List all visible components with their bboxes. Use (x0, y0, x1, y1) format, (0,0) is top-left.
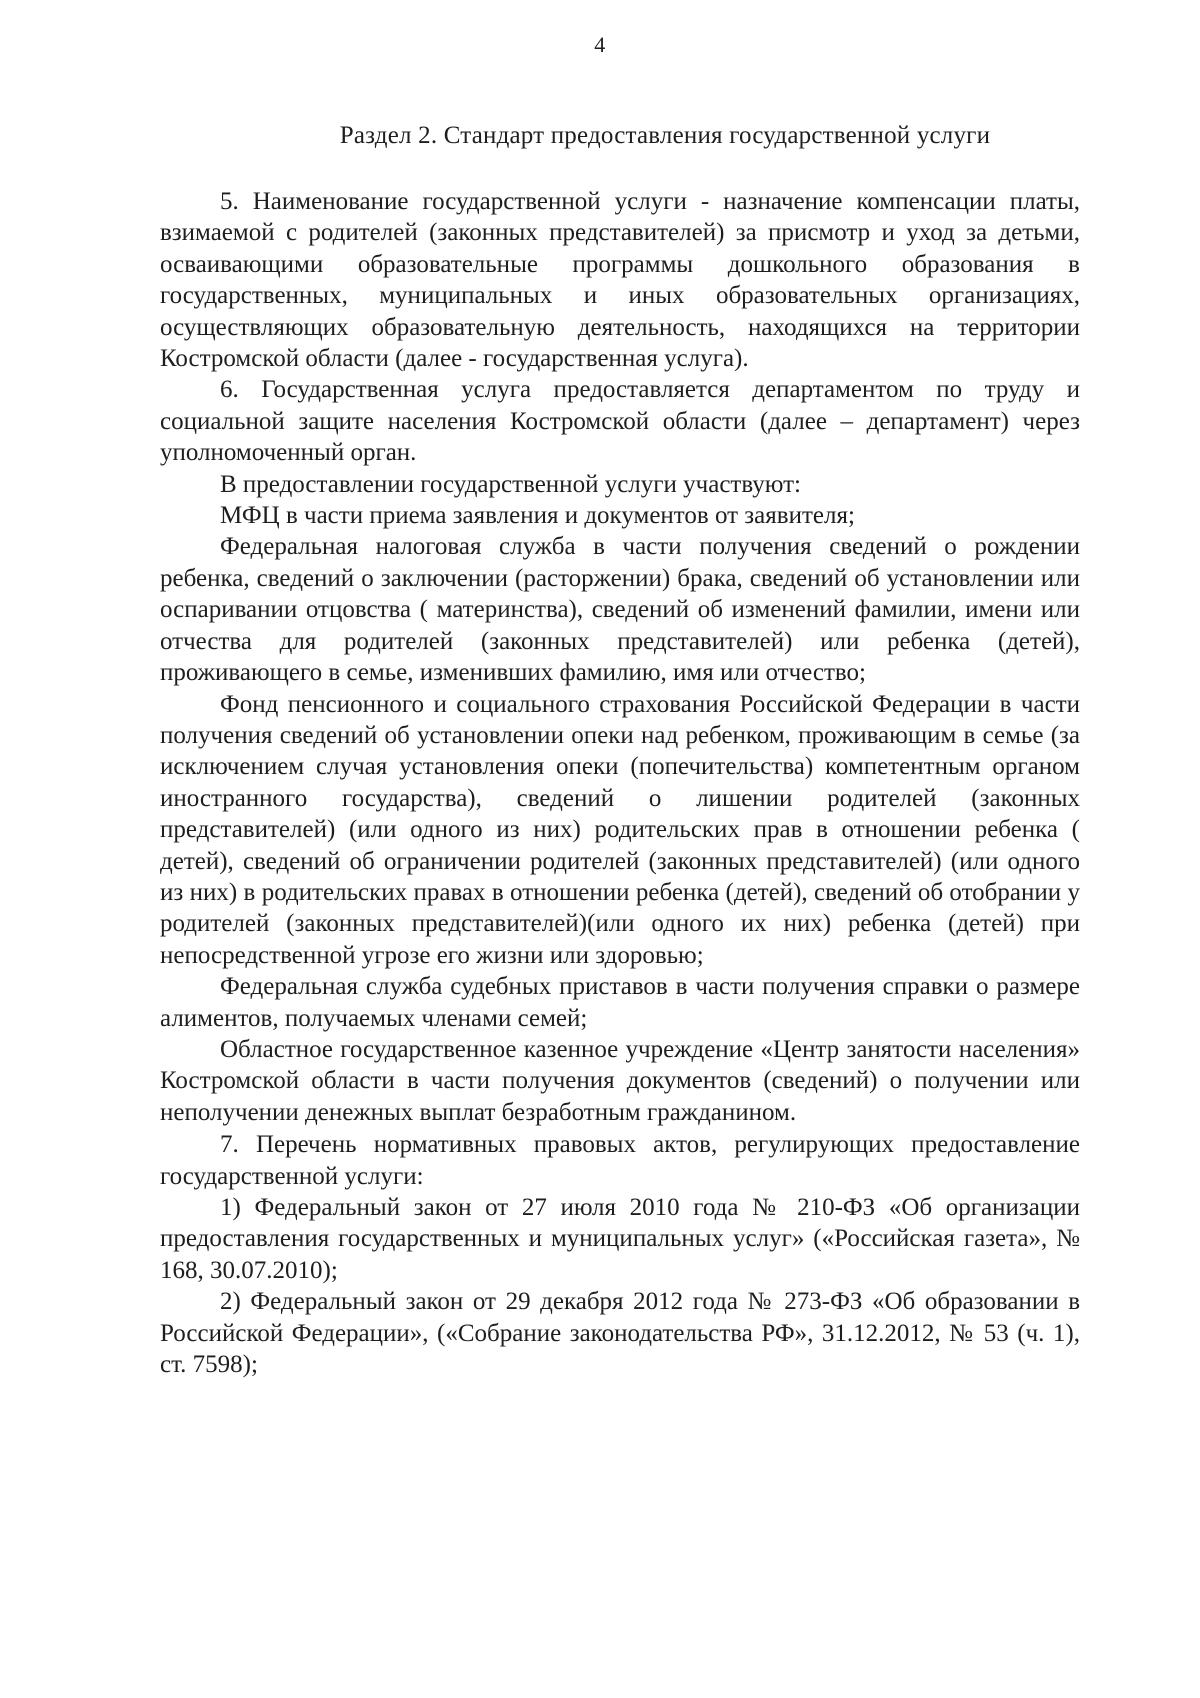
paragraph-participant-bailiffs: Федеральная служба судебных приставов в части получения справки о размере алиментов, получаемых членами семей; (160, 973, 1080, 1032)
paragraph-service-provider: 6. Государственная услуга предоставляется департаментом по труду и социальной защите населения Костромской области (далее – департамент) через уполномоченный орган. (160, 376, 1080, 467)
paragraph-participant-pension-fund: Фонд пенсионного и социального страхования Российской Федерации в части получения сведений об установлении опеки над ребенком, проживающим в семье (за исключением случая установления опеки (попечительства) компетентным органом иностранного государства), сведений о лишении родителей (законных представителей) (или одного из них) родительских прав в отношении ребенка ( детей), сведений об ограничении родителей (законных представителей) (или одного из них) в родительских правах в отношении ребенка (детей), сведений об отобрании у родителей (законных представителей)(или одного их них) ребенка (детей) при непосредственной угрозе его жизни или здоровью; (160, 690, 1080, 969)
paragraph-participant-tax-service: Федеральная налоговая служба в части получения сведений о рождении ребенка, сведений о заключении (расторжении) брака, сведений об установлении или оспаривании отцовства ( материнства), сведений об изменений фамилии, имени или отчества для родителей (законных представителей) или ребенка (детей), проживающего в семье, изменивших фамилию, имя или отчество; (160, 533, 1080, 687)
section-title: Раздел 2. Стандарт предоставления государственной услуги (339, 122, 991, 149)
paragraph-legal-act-1: 1) Федеральный закон от 27 июля 2010 года № 210-ФЗ «Об организации предоставления государственных и муниципальных услуг» («Российская газета», № 168, 30.07.2010); (160, 1194, 1080, 1284)
paragraph-participant-employment-center: Областное государственное казенное учреждение «Центр занятости населения» Костромской области в части получения документов (сведений) о получении или неполучении денежных выплат безработным гражданином. (160, 1035, 1080, 1126)
paragraph-participant-mfc: МФЦ в части приема заявления и документов от заявителя; (220, 502, 855, 530)
document-body (160, 186, 1080, 1380)
page-number: 4 (594, 32, 606, 57)
paragraph-participants-intro: В предоставлении государственной услуги участвуют: (220, 470, 802, 498)
paragraph-legal-acts-intro: 7. Перечень нормативных правовых актов, регулирующих предоставление государственной услуги: (160, 1131, 1080, 1190)
paragraph-legal-act-2: 2) Федеральный закон от 29 декабря 2012 года № 273-ФЗ «Об образовании в Российской Федерации», («Собрание законодательства РФ», 31.12.2012, № 53 (ч. 1), ст. 7598); (160, 1288, 1080, 1379)
paragraph-service-name: 5. Наименование государственной услуги - назначение компенсации платы, взимаемой с родителей (законных представителей) за присмотр и уход за детьми, осваивающими образовательные программы дошкольного образования в государственных, муниципальных и иных образовательных организациях, осуществляющих образовательную деятельность, находящихся на территории Костромской области (далее - государственная услуга). (160, 188, 1080, 373)
